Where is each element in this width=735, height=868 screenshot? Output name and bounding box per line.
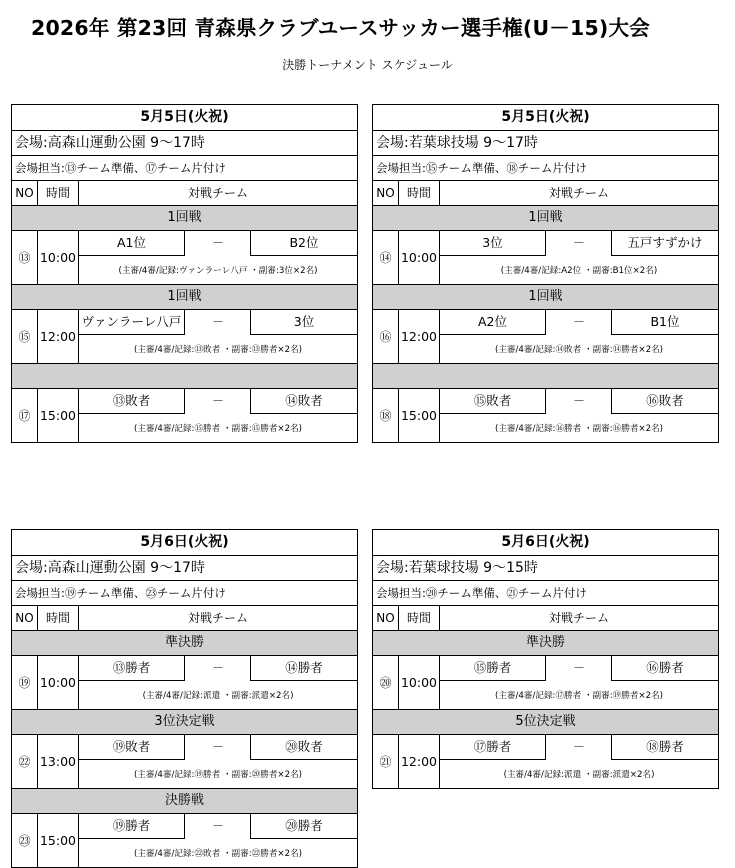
match-body [440, 389, 718, 442]
team-home: ⑬勝者 [79, 656, 185, 681]
round-label: 1回戦 [12, 284, 357, 309]
round-label: 1回戦 [373, 205, 718, 230]
header-no: NO [12, 181, 38, 205]
match-body [79, 656, 357, 709]
round-label: 1回戦 [12, 205, 357, 230]
match-row [373, 655, 718, 709]
match-officials: (主審/4審/記録:㉒敗者 ・副審:㉒勝者×2名) [133, 849, 303, 859]
versus-dash: － [572, 394, 585, 408]
team-home: 3位 [440, 231, 546, 256]
match-time: 12:00 [399, 310, 440, 363]
team-away: ⑳敗者 [250, 735, 357, 760]
match-officials: (主審/4審/記録:⑰勝者 ・副審:⑲勝者×2名) [494, 691, 664, 701]
versus-dash: － [211, 315, 224, 329]
round-label: 準決勝 [12, 630, 357, 655]
match-time: 15:00 [38, 389, 79, 442]
team-away: ⑭勝者 [250, 656, 357, 681]
team-home: ヴァンラーレ八戸 [79, 310, 185, 335]
header-no: NO [373, 181, 399, 205]
versus-dash: － [572, 661, 585, 675]
team-away: B1位 [611, 310, 718, 335]
match-row [373, 388, 718, 442]
versus-dash: － [211, 819, 224, 833]
team-away: ⑯敗者 [611, 389, 718, 414]
match-body [440, 310, 718, 363]
block-duty: 会場担当:⑲チーム準備、㉓チーム片付け [12, 580, 357, 605]
match-body [440, 735, 718, 788]
block-venue: 会場:若葉球技場 9～15時 [373, 555, 718, 580]
match-time: 10:00 [399, 231, 440, 284]
match-body [79, 310, 357, 363]
team-away: ⑳勝者 [250, 814, 357, 839]
header-teams: 対戦チーム [548, 186, 609, 200]
match-officials: (主審/4審/記録:⑲勝者 ・副審:⑳勝者×2名) [133, 770, 303, 780]
match-number: ⑭ [373, 231, 399, 284]
header-no: NO [373, 606, 399, 630]
round-label: 3位決定戦 [12, 709, 357, 734]
schedule-block-1 [11, 104, 358, 443]
schedule-block-3 [11, 529, 358, 868]
team-home: ⑲勝者 [79, 814, 185, 839]
round-label: 決勝戦 [12, 788, 357, 813]
match-time: 10:00 [38, 231, 79, 284]
match-row [12, 813, 357, 867]
table-header [373, 605, 718, 630]
match-body [79, 814, 357, 867]
match-row [12, 230, 357, 284]
match-number: ⑳ [373, 656, 399, 709]
match-number: ⑱ [373, 389, 399, 442]
match-time: 12:00 [399, 735, 440, 788]
page-title: 2026年 第23回 青森県クラブユースサッカー選手権(U－15)大会 [31, 16, 650, 40]
block-venue: 会場:高森山運動公園 9～17時 [12, 130, 357, 155]
match-time: 15:00 [38, 814, 79, 867]
match-number: ㉒ [12, 735, 38, 788]
versus-dash: － [211, 236, 224, 250]
block-duty: 会場担当:⑮チーム準備、⑱チーム片付け [373, 155, 718, 180]
match-officials: (主審/4審/記録:⑯勝者 ・副審:⑯勝者×2名) [494, 424, 664, 434]
team-away: ⑱勝者 [611, 735, 718, 760]
versus-dash: － [211, 394, 224, 408]
round-label: 5位決定戦 [373, 709, 718, 734]
team-home: ⑲敗者 [79, 735, 185, 760]
match-number: ㉓ [12, 814, 38, 867]
block-duty: 会場担当:⑬チーム準備、⑰チーム片付け [12, 155, 357, 180]
block-venue: 会場:若葉球技場 9～17時 [373, 130, 718, 155]
team-away: 3位 [250, 310, 357, 335]
team-away: ⑯勝者 [611, 656, 718, 681]
round-label: 準決勝 [373, 630, 718, 655]
table-header [12, 605, 357, 630]
match-officials: (主審/4審/記録:⑭敗者 ・副審:⑭勝者×2名) [494, 345, 664, 355]
match-officials: (主審/4審/記録:派遣 ・副審:派遣×2名) [503, 770, 655, 780]
match-row [373, 309, 718, 363]
block-date: 5月6日(火祝) [501, 534, 590, 550]
match-time: 15:00 [399, 389, 440, 442]
match-time: 10:00 [399, 656, 440, 709]
team-away: ⑭敗者 [250, 389, 357, 414]
table-header [12, 180, 357, 205]
team-home: A1位 [79, 231, 185, 256]
team-away: 五戸すずかけ [611, 231, 718, 256]
header-teams: 対戦チーム [187, 611, 248, 625]
page-subtitle: 決勝トーナメント スケジュール [282, 58, 453, 72]
block-duty: 会場担当:⑳チーム準備、㉑チーム片付け [373, 580, 718, 605]
round-label [12, 363, 357, 388]
header-no: NO [12, 606, 38, 630]
schedule-block-2 [372, 104, 719, 443]
match-number: ⑲ [12, 656, 38, 709]
header-time: 時間 [38, 606, 79, 630]
block-date: 5月6日(火祝) [140, 534, 229, 550]
team-home: A2位 [440, 310, 546, 335]
team-home: ⑮勝者 [440, 656, 546, 681]
header-time: 時間 [399, 181, 440, 205]
match-row [12, 388, 357, 442]
match-row [373, 230, 718, 284]
header-time: 時間 [399, 606, 440, 630]
match-body [440, 656, 718, 709]
match-row [12, 655, 357, 709]
block-venue: 会場:高森山運動公園 9～17時 [12, 555, 357, 580]
match-number: ⑮ [12, 310, 38, 363]
match-number: ⑬ [12, 231, 38, 284]
versus-dash: － [572, 236, 585, 250]
match-officials: (主審/4審/記録:⑬敗者 ・副審:⑬勝者×2名) [133, 345, 303, 355]
match-row [12, 734, 357, 788]
match-body [79, 231, 357, 284]
schedule-block-4 [372, 529, 719, 789]
versus-dash: － [211, 740, 224, 754]
match-body [79, 389, 357, 442]
team-away: B2位 [250, 231, 357, 256]
table-header [373, 180, 718, 205]
team-home: ⑬敗者 [79, 389, 185, 414]
versus-dash: － [211, 661, 224, 675]
match-time: 10:00 [38, 656, 79, 709]
team-home: ⑮敗者 [440, 389, 546, 414]
match-body [79, 735, 357, 788]
block-date: 5月5日(火祝) [140, 109, 229, 125]
match-number: ⑯ [373, 310, 399, 363]
block-date: 5月5日(火祝) [501, 109, 590, 125]
team-home: ⑰勝者 [440, 735, 546, 760]
header-teams: 対戦チーム [548, 611, 609, 625]
match-officials: (主審/4審/記録:派遣 ・副審:派遣×2名) [142, 691, 294, 701]
match-time: 13:00 [38, 735, 79, 788]
round-label: 1回戦 [373, 284, 718, 309]
header-time: 時間 [38, 181, 79, 205]
match-number: ⑰ [12, 389, 38, 442]
match-officials: (主審/4審/記録:⑮勝者 ・副審:⑮勝者×2名) [133, 424, 303, 434]
match-officials: (主審/4審/記録:ヴァンラーレ八戸 ・副審:3位×2名) [118, 266, 318, 276]
match-row [373, 734, 718, 788]
round-label [373, 363, 718, 388]
header-teams: 対戦チーム [187, 186, 248, 200]
match-number: ㉑ [373, 735, 399, 788]
match-officials: (主審/4審/記録:A2位 ・副審:B1位×2名) [500, 266, 658, 276]
match-time: 12:00 [38, 310, 79, 363]
versus-dash: － [572, 740, 585, 754]
match-row [12, 309, 357, 363]
match-body [440, 231, 718, 284]
versus-dash: － [572, 315, 585, 329]
